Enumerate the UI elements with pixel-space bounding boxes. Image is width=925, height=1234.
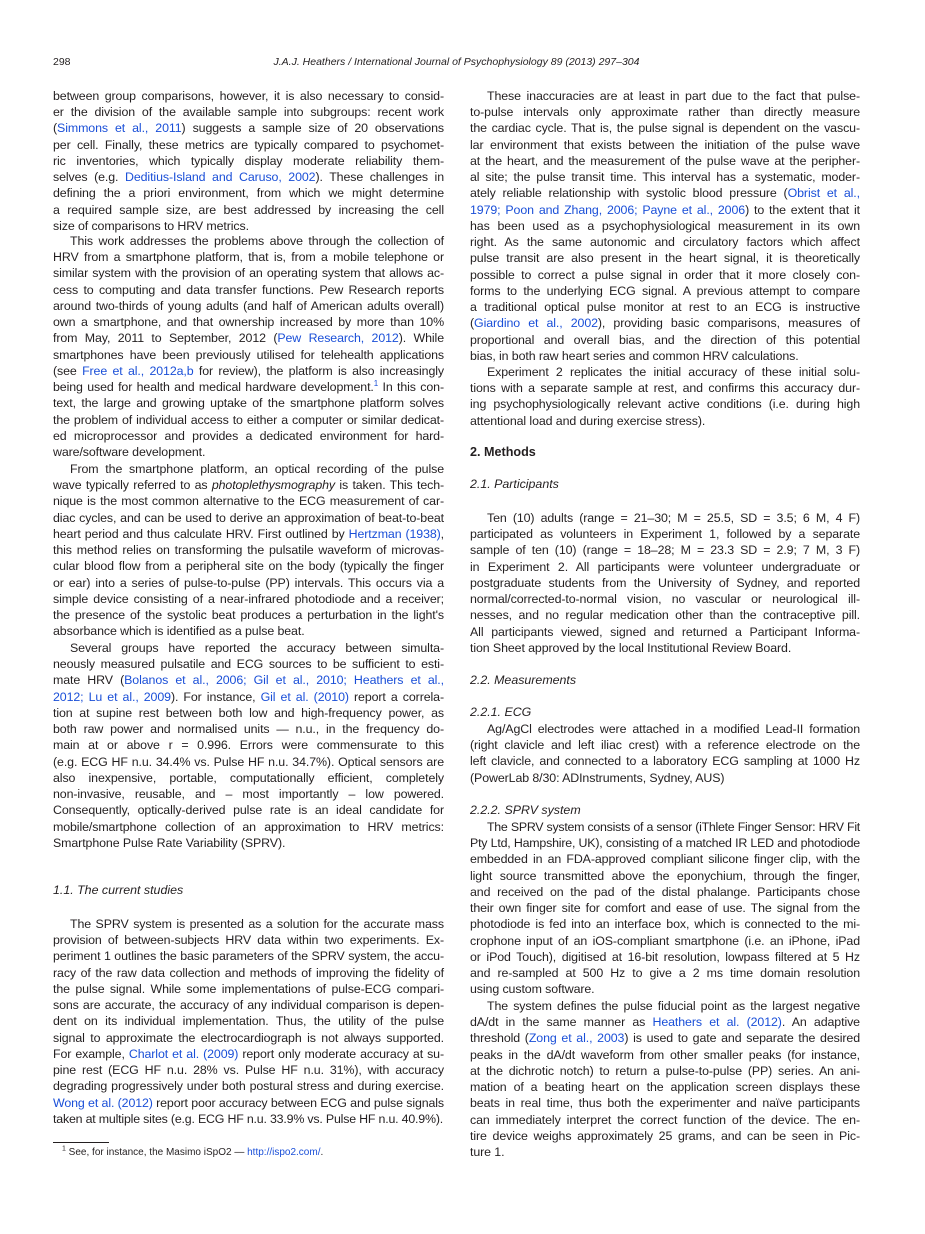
paragraph (470, 998, 860, 1160)
paragraph (53, 233, 444, 460)
text-line: right. As the same autonomic and circulatory factors which affect (470, 235, 860, 250)
text-line: proportional and overall bias, and the direction of this potential (470, 332, 860, 347)
text-line: attentional load and during exercise stress). (470, 413, 706, 428)
text-run: for review), the platform is also increasingly (193, 363, 444, 378)
text-run: (see (53, 363, 83, 378)
text-line: size of comparisons to HRV metrics. (53, 218, 249, 233)
paragraph (470, 721, 860, 786)
citation-link[interactable]: Pew Research, 2012 (277, 331, 399, 346)
text-line: ric inventories, which typically display moderate reliability them- (53, 153, 444, 168)
text-line: non-invasive, reusable, and – most importantly – low powered. (53, 787, 444, 802)
text-run: report only moderate accuracy at su- (238, 1046, 444, 1061)
text-line: this method relies on transforming the pulsatile waveform of microvas- (53, 543, 444, 558)
text-run: See, for instance, the Masimo iSpO2 — (65, 1147, 248, 1158)
text-line: beats in real time, thus both the experimenter and naïve participants (470, 1096, 860, 1111)
text-run: ). For instance, (170, 689, 261, 704)
text-line: defining the a priori environment, from which we might determine (53, 186, 444, 201)
text-line: text, the large and growing uptake of the smartphone platform solves (53, 396, 444, 411)
text-line: can immediately interpret the correct function of the device. The en- (470, 1112, 860, 1127)
text-run: dA/dt in the same manner as (470, 1015, 653, 1030)
text-run: report a correla- (348, 689, 444, 704)
text-line: (PowerLab 8/30: ADInstruments, Sydney, AUS) (470, 770, 725, 785)
citation-link[interactable]: http://ispo2.com/ (247, 1147, 321, 1158)
text-line: The system defines the pulse fiducial point as the largest negative (487, 999, 860, 1013)
citation-link[interactable]: 2012; Lu et al., 2009 (53, 689, 171, 704)
text-run: . (320, 1147, 324, 1158)
text-run: ately reliable relationship with systolic blood pressure ( (470, 186, 788, 201)
text-line: the pulse signal. While some implementations of pulse-ECG compari- (53, 981, 444, 996)
text-run: is taken. This tech- (334, 478, 444, 493)
text-line (53, 1095, 444, 1111)
text-line: The SPRV system consists of a sensor (iThlete Finger Sensor: HRV Fit (487, 820, 860, 834)
text-line: Smartphone Pulse Rate Variability (SPRV). (53, 835, 286, 850)
text-run: In this con- (378, 380, 444, 395)
paragraph (470, 88, 860, 364)
text-line: between group comparisons, however, it is also necessary to consid- (53, 89, 444, 103)
text-line: per cell. Finally, these metrics are typically compared to psychomet- (53, 137, 444, 152)
paragraph (53, 640, 444, 851)
text-line: ing psychophysiologically relevant active conditions (i.e. during high (470, 397, 860, 412)
text-line: tire device weighs approximately 25 grams, and can be seen in Pic- (470, 1128, 860, 1143)
text-run: , (440, 526, 444, 541)
text-line: periment 1 outlines the basic parameters of the SPRV system, the accu- (53, 949, 444, 964)
text-line: lar environment that exists between the initiation of the pulse wave (470, 137, 860, 152)
running-head: J.A.J. Heathers / International Journal of Psychophysiology 89 (2013) 297–304 (273, 56, 640, 68)
text-line: sons are accurate, the accuracy of any individual comparison is depen- (53, 998, 444, 1013)
page-number: 298 (53, 56, 71, 68)
text-line: bias, in both raw heart series and common HRV calculations. (470, 348, 799, 363)
text-line: racy of the raw data collection and methods of improving the fidelity of (53, 965, 444, 980)
paragraph (470, 510, 860, 656)
paragraph (53, 461, 444, 640)
paragraph (470, 364, 860, 429)
text-line: the cardiac cycle. That is, the pulse signal is dependent on the vascu- (470, 121, 860, 136)
text-line: cular blood flow from a peripheral site on the body (typically the finger (53, 559, 444, 574)
text-line: a traditional optical pulse monitor at rest to an ECG is instructive (470, 300, 860, 315)
text-line: own a smartphone, and that ownership increased by more than 10% (53, 315, 444, 330)
text-line: both raw power and normalised units — n.u., in the frequency do- (53, 722, 444, 737)
subsubsection-heading: 2.2.2. SPRV system (470, 803, 581, 817)
paragraph (53, 88, 444, 234)
text-line: (e.g. ECG HF n.u. 34.4% vs. Pulse HF n.u. 34.7%). Optical sensors are (53, 754, 444, 769)
text-line: absorbance which is identified as a pulse beat. (53, 624, 305, 639)
subsubsection-heading: 2.2.1. ECG (470, 705, 532, 719)
text-line (53, 689, 444, 705)
text-line: nique is the most common alternative to the ECG measurement of car- (53, 494, 444, 509)
text-run: being used for health and medical hardware development. (53, 380, 374, 395)
text-line: Pty Ltd, Hampshire, UK), consisting of a matched IR LED and photodiode (470, 836, 860, 851)
text-line: mobile/smartphone collection of an approximation to HRV metrics: (53, 819, 444, 834)
text-line: photodiode is fed into an interface box, which is connected to the mi- (470, 917, 860, 932)
text-line: Ag/AgCl electrodes were attached in a modified Lead-II formation (487, 722, 860, 736)
text-line: sample of ten (10) (range = 18–28; M = 23.3 SD = 2.9; 7 M, 3 F) (470, 543, 860, 558)
text-line: simple device consisting of a near-infrared photodiode and a receiver; (53, 591, 444, 606)
text-line: HRV from a smartphone platform, that is, from a mobile telephone or (53, 250, 444, 265)
emphasized-term: photoplethysmography (211, 478, 335, 493)
text-line (53, 330, 444, 346)
text-line: or ear) into a series of pulse-to-pulse (PP) intervals. This occurs via a (53, 575, 444, 590)
citation-link[interactable]: 1979; Poon and Zhang, 2006; Payne et al., 2006 (470, 202, 746, 217)
text-line: a required sample size, are best addressed by increasing the cell (53, 202, 444, 217)
text-line: main at or above r = 0.996. Errors were commensurate to this (53, 738, 444, 753)
text-line: provision of between-subjects HRV data within two experiments. Ex- (53, 933, 444, 948)
text-line: light source transmitted above the eponychium, through the finger, (470, 868, 860, 883)
text-run: selves (e.g. (53, 170, 125, 185)
text-run: mate HRV ( (53, 673, 125, 688)
text-line: taken at multiple sites (e.g. ECG HF n.u. 33.9% vs. Pulse HF n.u. 40.9%). (53, 1111, 443, 1126)
text-line: (right clavicle and left iliac crest) with a reference electrode on the (470, 738, 860, 753)
text-run: threshold ( (470, 1031, 529, 1046)
text-line: peaks in the dA/dt waveform from other smaller peaks (for instance, (470, 1047, 860, 1062)
text-run: ), providing basic comparisons, measures of (597, 316, 860, 331)
citation-link[interactable]: Hertzman (1938) (348, 526, 441, 541)
text-line (470, 315, 860, 331)
citation-link[interactable]: Zong et al., 2003 (528, 1031, 625, 1046)
text-line (470, 1030, 860, 1046)
text-line: similar system with the provision of an operating system that allows ac- (53, 266, 444, 281)
text-line: also inexpensive, portable, computationally efficient, completely (53, 770, 444, 785)
text-line (470, 202, 860, 218)
text-line: ed microprocessor and provides a dedicated environment for hard- (53, 428, 444, 443)
text-line: al site; the pulse transit time. This interval has a systematic, moder- (470, 170, 860, 185)
text-line: has been used as a psychophysiological measurement in its own (470, 218, 860, 233)
text-run: ). While (398, 331, 444, 346)
text-line: pine rest (ECG HF n.u. 28% vs. Pulse HF n.u. 31%), with accuracy (53, 1063, 444, 1078)
footnote-divider (53, 1142, 109, 1143)
text-line: left clavicle, and connected to a laboratory ECG sampling at 1000 Hz (470, 754, 860, 769)
text-line (53, 363, 444, 379)
text-run: For example, (53, 1046, 129, 1061)
text-line (53, 169, 444, 185)
text-line (53, 526, 444, 542)
text-run: from May, 2011 to September, 2012 ( (53, 331, 278, 346)
text-line: tions with a separate sample at rest, and confirms this accuracy dur- (470, 381, 860, 396)
text-line (62, 1146, 323, 1162)
text-line: ture 1. (470, 1145, 505, 1160)
text-run: . An adaptive (781, 1015, 860, 1030)
citation-link[interactable]: Obrist et al., (787, 186, 860, 201)
text-line: degrading progressively under both postural stress and during exercise. (53, 1079, 444, 1094)
text-run: ). These challenges in (315, 170, 444, 185)
text-run: ) to the extent that it (745, 202, 860, 217)
subsection-heading: 2.1. Participants (470, 477, 559, 491)
citation-link[interactable]: Gil et al. (2010) (260, 689, 349, 704)
text-line: The SPRV system is presented as a solution for the accurate mass (70, 917, 444, 931)
text-line (53, 379, 444, 395)
citation-link[interactable]: Charlot et al. (2009) (128, 1046, 239, 1061)
text-line: around two-thirds of young adults (and half of American adults overall) (53, 298, 444, 313)
text-line: tion at supine rest between both low and high-frequency power, as (53, 705, 444, 720)
text-run: ( (53, 121, 58, 136)
text-line: mation of a beating heart on the application screen displays these (470, 1080, 860, 1095)
citation-link[interactable]: Bolanos et al., 2006; Gil et al., 2010; Heathers et al., (124, 673, 444, 688)
text-run: ) is used to gate and separate the desired (624, 1031, 860, 1046)
text-line (470, 185, 860, 201)
text-line: to-pulse intervals only approximate rather than directly measure (470, 105, 860, 120)
text-line: using custom software. (470, 982, 595, 997)
text-line: This work addresses the problems above through the collection of (70, 234, 444, 248)
citation-link[interactable]: Wong et al. (2012) (53, 1095, 153, 1110)
text-line: er the division of the available sample into subgroups: recent work (53, 105, 444, 120)
footnote-marker[interactable]: 1 (62, 1145, 66, 1153)
footnote-marker[interactable]: 1 (373, 378, 379, 388)
text-line: tion Sheet approved by the local Institutional Review Board. (470, 640, 792, 655)
subsection-heading: 1.1. The current studies (53, 883, 184, 897)
citation-link[interactable]: Simmons et al., 2011 (57, 121, 182, 136)
text-line: the presence of the systolic beat produces a perturbation in the light's (53, 608, 444, 623)
text-line: diac cycles, and can be used to derive an approximation of beat-to-beat (53, 510, 444, 525)
text-line (470, 1014, 860, 1030)
text-run: report poor accuracy between ECG and pulse signals (152, 1095, 444, 1110)
text-line: These inaccuracies are at least in part due to the fact that pulse- (487, 89, 860, 103)
text-line: at the heart, and the measurement of the pulse wave at the peripher- (470, 153, 860, 168)
text-line: their own finger site for comfort and ease of use. The signal from the (470, 901, 860, 916)
text-line: All participants viewed, signed and returned a Participant Informa- (470, 624, 860, 639)
text-line: at the dichrotic notch) to return a pulse-to-pulse (PP) series. An ani- (470, 1063, 860, 1078)
text-line: signal to approximate the electrocardiograph is not always supported. (53, 1030, 444, 1045)
citation-link[interactable]: Giardino et al., 2002 (474, 316, 598, 331)
text-line: and received on the pad of the distal phalange. Participants chose (470, 884, 860, 899)
text-line: normal/corrected-to-normal vision, no vascular or neurological ill- (470, 592, 860, 607)
paragraph (53, 916, 444, 1127)
text-line (53, 1046, 444, 1062)
paragraph (470, 819, 860, 998)
text-line: cess to computing and data transfer functions. Pew Research reports (53, 282, 444, 297)
text-line: Ten (10) adults (range = 21–30; M = 25.5, SD = 3.5; 6 M, 4 F) (487, 511, 860, 525)
text-line: crophone input of an iOS-compliant smartphone (i.e. an iPhone, iPad (470, 933, 860, 948)
text-line: the problem of individual access to either a computer or similar dedicat- (53, 412, 444, 427)
text-run: ) suggests a sample size of 20 observations (181, 121, 444, 136)
text-run: ( (470, 316, 475, 331)
text-run: wave typically referred to as (53, 478, 212, 493)
text-line: embedded in an FDA-approved compliant silicone finger clip, with the (470, 852, 860, 867)
text-line (53, 120, 444, 136)
subsection-heading: 2.2. Measurements (470, 673, 577, 687)
text-line: postgraduate students from the University of Sydney, and reported (470, 575, 860, 590)
text-line: neously measured pulsatile and ECG sources to be sufficient to esti- (53, 657, 444, 672)
citation-link[interactable]: Heathers et al. (2012) (652, 1015, 782, 1030)
text-line: From the smartphone platform, an optical recording of the pulse (70, 462, 444, 476)
text-line: nesses, and no regular medication other than the contraceptive pill. (470, 608, 860, 623)
text-line: dent on its individual implementation. Thus, the utility of the pulse (53, 1014, 444, 1029)
footnote (62, 1146, 323, 1162)
text-line: smartphones have been previously utilised for telehealth applications (53, 347, 444, 362)
citation-link[interactable]: Free et al., 2012a,b (82, 363, 194, 378)
text-line (53, 672, 444, 688)
text-line: Experiment 2 replicates the initial accuracy of these initial solu- (487, 365, 860, 379)
text-line: possible to correct a pulse signal in order that it more closely con- (470, 267, 860, 282)
text-line: in Experiment 2. All participants were volunteer undergraduate or (470, 559, 860, 574)
text-line: Several groups have reported the accuracy between simulta- (70, 641, 444, 655)
text-run: heart period and thus calculate HRV. First outlined by (53, 526, 349, 541)
text-line: or iPod Touch), digitised at 16-bit resolution, lowpass filtered at 5 Hz (470, 949, 860, 964)
text-line: forms to the underlying ECG signal. A previous attempt to compare (470, 283, 860, 298)
text-line: pulse transit are also present in the heart signal, it is theoretically (470, 251, 860, 266)
text-line: and re-sampled at 500 Hz to give a 2 ms time domain resolution (470, 966, 860, 981)
text-line: ware/software development. (53, 445, 206, 460)
citation-link[interactable]: Deditius-Island and Caruso, 2002 (125, 170, 316, 185)
text-line: Consequently, optically-derived pulse rate is an ideal candidate for (53, 803, 444, 818)
text-line (53, 477, 444, 493)
text-line: participated as volunteers in Experiment 1, followed by a separate (470, 527, 860, 542)
section-heading: 2. Methods (470, 445, 536, 459)
